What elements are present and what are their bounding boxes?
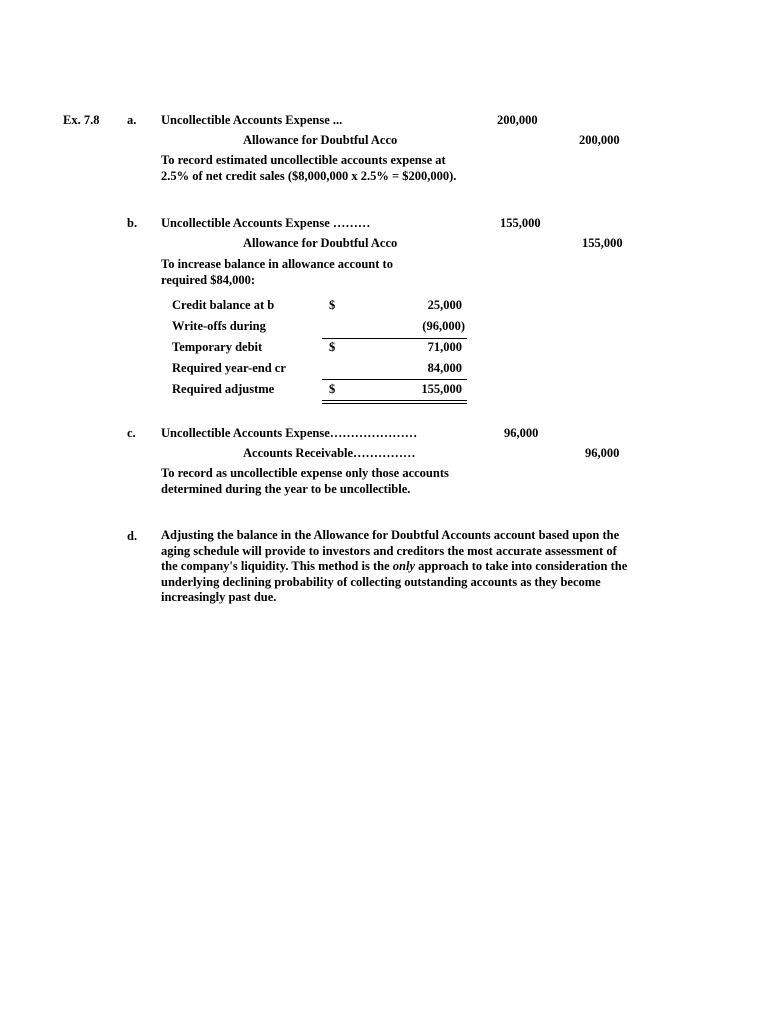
part-a-credit-account: Allowance for Doubtful Acco — [243, 133, 398, 147]
double-underline — [322, 400, 467, 404]
part-b-debit-amount: 155,000 — [500, 216, 541, 230]
part-a-debit-amount: 200,000 — [497, 113, 538, 127]
part-d-text: Adjusting the balance in the Allowance for Doubtful Accounts account based upon the aging schedule will provide to investors and creditors the most accurate assessment of the company's liquidity. This method is the — [161, 528, 620, 573]
part-a-debit-account: Uncollectible Accounts Expense ... — [161, 113, 343, 127]
part-c-debit-amount: 96,000 — [504, 426, 539, 440]
schedule-amount: 25,000 — [427, 298, 462, 312]
part-a-credit-amount: 200,000 — [579, 133, 620, 147]
schedule-amount: 155,000 — [421, 382, 462, 396]
schedule-label: Required year-end cr — [172, 361, 286, 375]
schedule-label: Credit balance at b — [172, 298, 275, 312]
schedule-amount: (96,000) — [422, 319, 465, 333]
schedule-amount: 71,000 — [427, 340, 462, 354]
part-d-letter: d. — [127, 529, 138, 543]
part-d-paragraph — [161, 528, 633, 606]
part-b-debit-account: Uncollectible Accounts Expense ……… — [161, 216, 371, 230]
part-a-letter: a. — [127, 113, 137, 127]
part-c-letter: c. — [127, 426, 136, 440]
part-c-explanation: To record as uncollectible expense only those accounts determined during the year to be uncollectible. — [161, 466, 449, 496]
part-c-credit-amount: 96,000 — [585, 446, 620, 460]
total-rule — [322, 379, 467, 380]
part-c-credit-account: Accounts Receivable…………… — [243, 446, 416, 460]
part-d-emphasis: only — [392, 559, 415, 573]
schedule-dollar: $ — [329, 340, 336, 354]
part-b-explanation: To increase balance in allowance account to required $84,000: — [161, 257, 393, 287]
schedule-label: Write-offs during — [172, 319, 266, 333]
part-b-letter: b. — [127, 216, 138, 230]
part-b-credit-amount: 155,000 — [582, 236, 623, 250]
schedule-dollar: $ — [329, 382, 336, 396]
schedule-label: Temporary debit — [172, 340, 263, 354]
part-d-text-cont: approach to take into consideration the underlying declining probability of collecting outstanding accounts as they become increasingly past due. — [161, 559, 628, 604]
part-b-credit-account: Allowance for Doubtful Acco — [243, 236, 398, 250]
exercise-label: Ex. 7.8 — [63, 113, 100, 127]
part-c-debit-account: Uncollectible Accounts Expense………………… — [161, 426, 418, 440]
schedule-amount: 84,000 — [427, 361, 462, 375]
schedule-label: Required adjustme — [172, 382, 275, 396]
part-a-explanation: To record estimated uncollectible accounts expense at 2.5% of net credit sales ($8,000,000 x 2.5% = $200,000). — [161, 153, 457, 183]
schedule-dollar: $ — [329, 298, 336, 312]
